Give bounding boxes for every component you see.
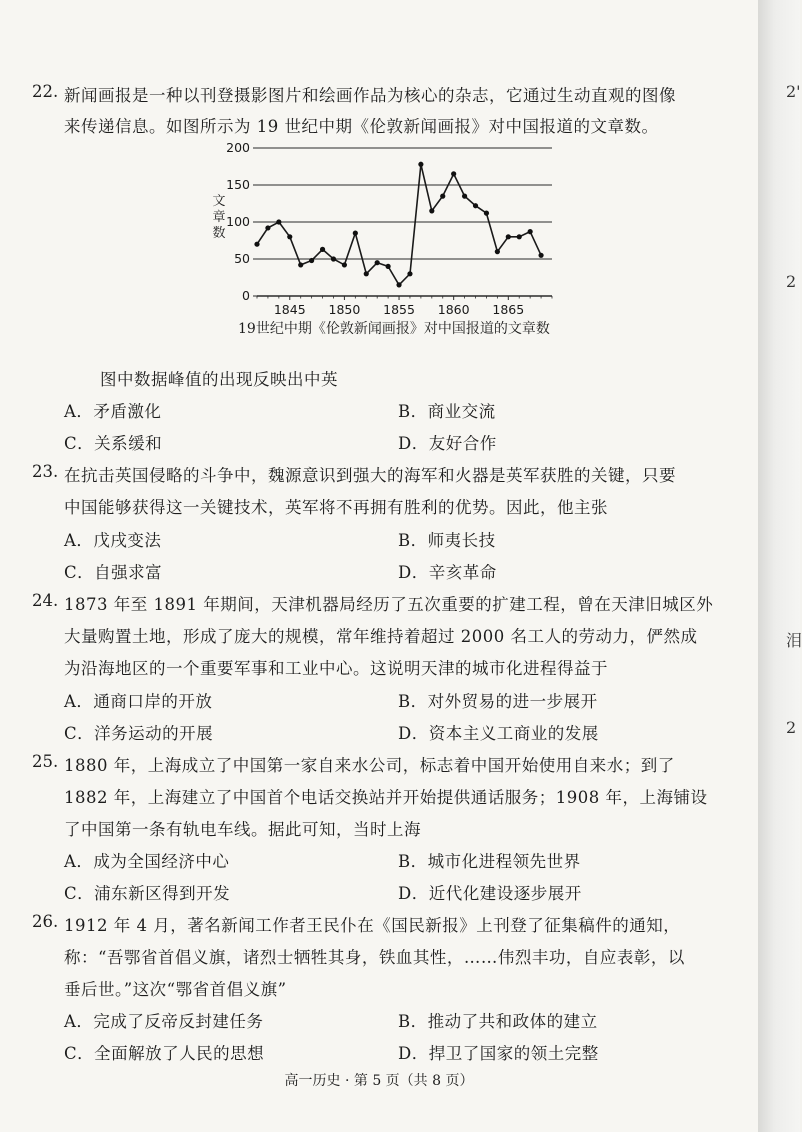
option-c: C．自强求富 [64, 563, 163, 582]
option-a: A．矛盾激化 [64, 402, 162, 421]
data-point [331, 256, 336, 261]
question-number: 24. [32, 591, 59, 610]
y-tick-label: 100 [226, 214, 250, 229]
option-b: B．推动了共和政体的建立 [398, 1012, 598, 1031]
adjacent-page-edge [758, 0, 800, 1132]
data-point [495, 249, 500, 254]
adjacent-page-mark: 2 [786, 272, 797, 291]
chart-title: 19世纪中期《伦敦新闻画报》对中国报道的文章数 [238, 321, 550, 337]
data-point [429, 208, 434, 213]
option-d: D．友好合作 [398, 434, 497, 453]
y-axis-label: 文章数 [212, 194, 226, 241]
data-point [396, 282, 401, 287]
data-point [538, 253, 543, 258]
data-point [473, 203, 478, 208]
data-point [265, 225, 270, 230]
data-point [375, 260, 380, 265]
option-d: D．资本主义工商业的发展 [398, 724, 599, 743]
question-number: 26. [32, 912, 59, 931]
question-number: 23. [32, 462, 59, 481]
data-point [320, 247, 325, 252]
question-text: 为沿海地区的一个重要军事和工业中心。这说明天津的城市化进程得益于 [64, 659, 608, 678]
adjacent-page-mark: 泪 [786, 631, 802, 650]
x-axis-ticks [257, 296, 552, 317]
line-chart [200, 138, 560, 318]
y-tick-label: 200 [226, 140, 250, 155]
y-tick-label: 50 [234, 251, 250, 266]
option-b: B．对外贸易的进一步展开 [398, 692, 598, 711]
option-c: C．关系缓和 [64, 434, 163, 453]
question-text: 大量购置土地，形成了庞大的规模，常年维持着超过 2000 名工人的劳动力，俨然成 [64, 627, 698, 646]
option-c: C．全面解放了人民的思想 [64, 1044, 265, 1063]
chart-grid [253, 148, 552, 296]
data-point [386, 264, 391, 269]
page-footer: 高一历史 · 第 5 页（共 8 页） [284, 1073, 474, 1089]
data-point [276, 219, 281, 224]
data-point [407, 271, 412, 276]
option-d: D．近代化建设逐步展开 [398, 884, 582, 903]
x-tick-label: 1845 [273, 302, 306, 317]
data-point [506, 234, 511, 239]
data-point [418, 162, 423, 167]
data-point [451, 171, 456, 176]
y-tick-label: 150 [226, 177, 250, 192]
question-text: 新闻画报是一种以刊登摄影图片和绘画作品为核心的杂志，它通过生动直观的图像 [64, 86, 676, 105]
option-a: A．完成了反帝反封建任务 [64, 1012, 264, 1031]
question-text: 1873 年至 1891 年期间，天津机器局经历了五次重要的扩建工程，曾在天津旧城区外 [64, 595, 714, 614]
x-tick-label: 1860 [437, 302, 470, 317]
x-tick-label: 1850 [328, 302, 361, 317]
question-number: 22. [32, 82, 59, 101]
question-text: 1880 年，上海成立了中国第一家自来水公司，标志着中国开始使用自来水；到了 [64, 756, 675, 775]
x-tick-label: 1855 [383, 302, 415, 317]
data-point [298, 262, 303, 267]
data-point [254, 242, 259, 247]
question-text: 1882 年，上海建立了中国首个电话交换站并开始提供通话服务；1908 年，上海铺设 [64, 788, 708, 807]
data-point [462, 194, 467, 199]
option-a: A．成为全国经济中心 [64, 852, 230, 871]
data-point [309, 258, 314, 263]
data-point [287, 234, 292, 239]
option-b: B．城市化进程领先世界 [398, 852, 581, 871]
option-a: A．通商口岸的开放 [64, 692, 213, 711]
y-axis-ticks [226, 140, 250, 303]
option-d: D．捍卫了国家的领土完整 [398, 1044, 599, 1063]
question-text: 1912 年 4 月，著名新闻工作者王民仆在《国民新报》上刊登了征集稿件的通知， [64, 916, 681, 935]
adjacent-page-mark: 2' [786, 82, 801, 101]
data-points [254, 162, 543, 288]
x-tick-label: 1865 [492, 302, 525, 317]
option-a: A．戊戌变法 [64, 531, 162, 550]
adjacent-page-mark: 2 [786, 718, 797, 737]
question-text: 称：“吾鄂省首倡义旗，诸烈士牺牲其身，铁血其性，……伟烈丰功，自应表彰，以 [64, 948, 685, 967]
question-text: 垂后世。”这次“鄂省首倡义旗” [64, 980, 287, 999]
data-point [484, 211, 489, 216]
data-point [342, 262, 347, 267]
data-point [517, 234, 522, 239]
option-d: D．辛亥革命 [398, 563, 497, 582]
question-number: 25. [32, 752, 59, 771]
data-point [364, 271, 369, 276]
question-text: 来传递信息。如图所示为 19 世纪中期《伦敦新闻画报》对中国报道的文章数。 [64, 117, 659, 136]
question-text: 了中国第一条有轨电车线。据此可知，当时上海 [64, 820, 421, 839]
question-stem: 图中数据峰值的出现反映出中英 [100, 370, 338, 389]
data-point [528, 229, 533, 234]
question-text: 中国能够获得这一关键技术，英军将不再拥有胜利的优势。因此，他主张 [64, 498, 608, 517]
question-text: 在抗击英国侵略的斗争中，魏源意识到强大的海军和火器是英军获胜的关键，只要 [64, 466, 676, 485]
data-point [440, 194, 445, 199]
y-tick-label: 0 [242, 288, 250, 303]
option-b: B．师夷长技 [398, 531, 496, 550]
option-c: C．洋务运动的开展 [64, 724, 214, 743]
option-b: B．商业交流 [398, 402, 496, 421]
option-c: C．浦东新区得到开发 [64, 884, 231, 903]
data-point [353, 231, 358, 236]
